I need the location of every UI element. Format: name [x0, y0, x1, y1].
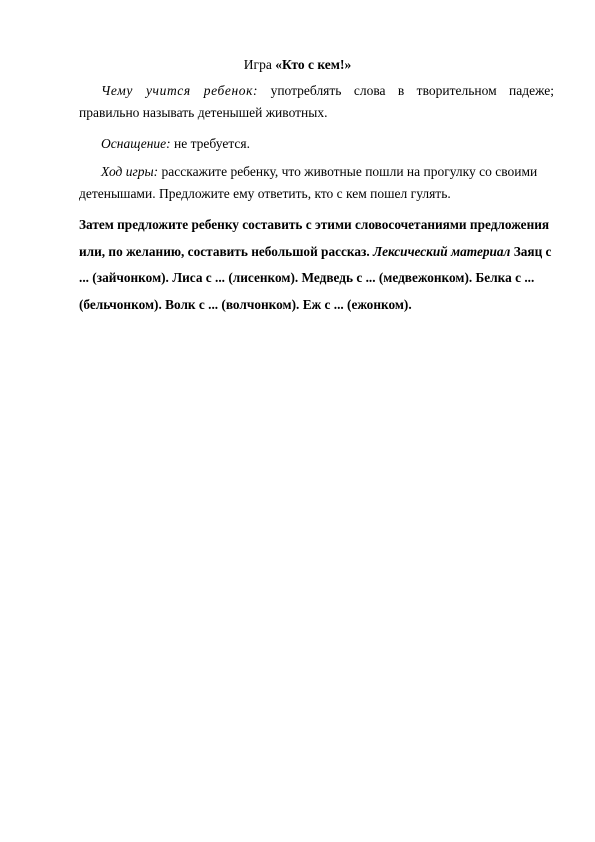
learning-goal-label: Чему учится ребенок: — [101, 83, 259, 98]
lexical-material-label: Лексический материал — [373, 243, 511, 259]
paragraph-game-process — [79, 161, 554, 205]
title-prefix: Игра — [243, 57, 272, 72]
paragraph-equipment — [79, 133, 554, 155]
page-title — [0, 56, 595, 73]
game-process-label: Ход игры: — [101, 164, 159, 179]
equipment-text: не требуется. — [174, 136, 250, 151]
game-process-text: расскажите ребенку, что животные пошли на прогулку со своими детенышами. Предложите ему ответить, кто с кем пошел гулять. — [79, 164, 538, 201]
paragraph-learning-goal — [79, 80, 554, 124]
instruction-text: Затем предложите ребенку составить с этими словосочетаниями предложения или, по желанию, составить небольшой рассказ. — [79, 217, 550, 259]
paragraph-lexical-material — [79, 212, 559, 318]
lexical-material-text: Заяц с ... (зайчонком). Лиса с ... (лисенком). Медведь с ... (медвежонком). Белка с ... (бельчонком). Волк с ... (волчонком). Еж с ... (ежонком). — [79, 243, 552, 312]
game-name: «Кто с кем!» — [275, 57, 352, 72]
equipment-label: Оснащение: — [101, 136, 171, 151]
learning-goal-text: употреблять слова в творительном падеже; правильно называть детенышей животных. — [79, 83, 554, 120]
